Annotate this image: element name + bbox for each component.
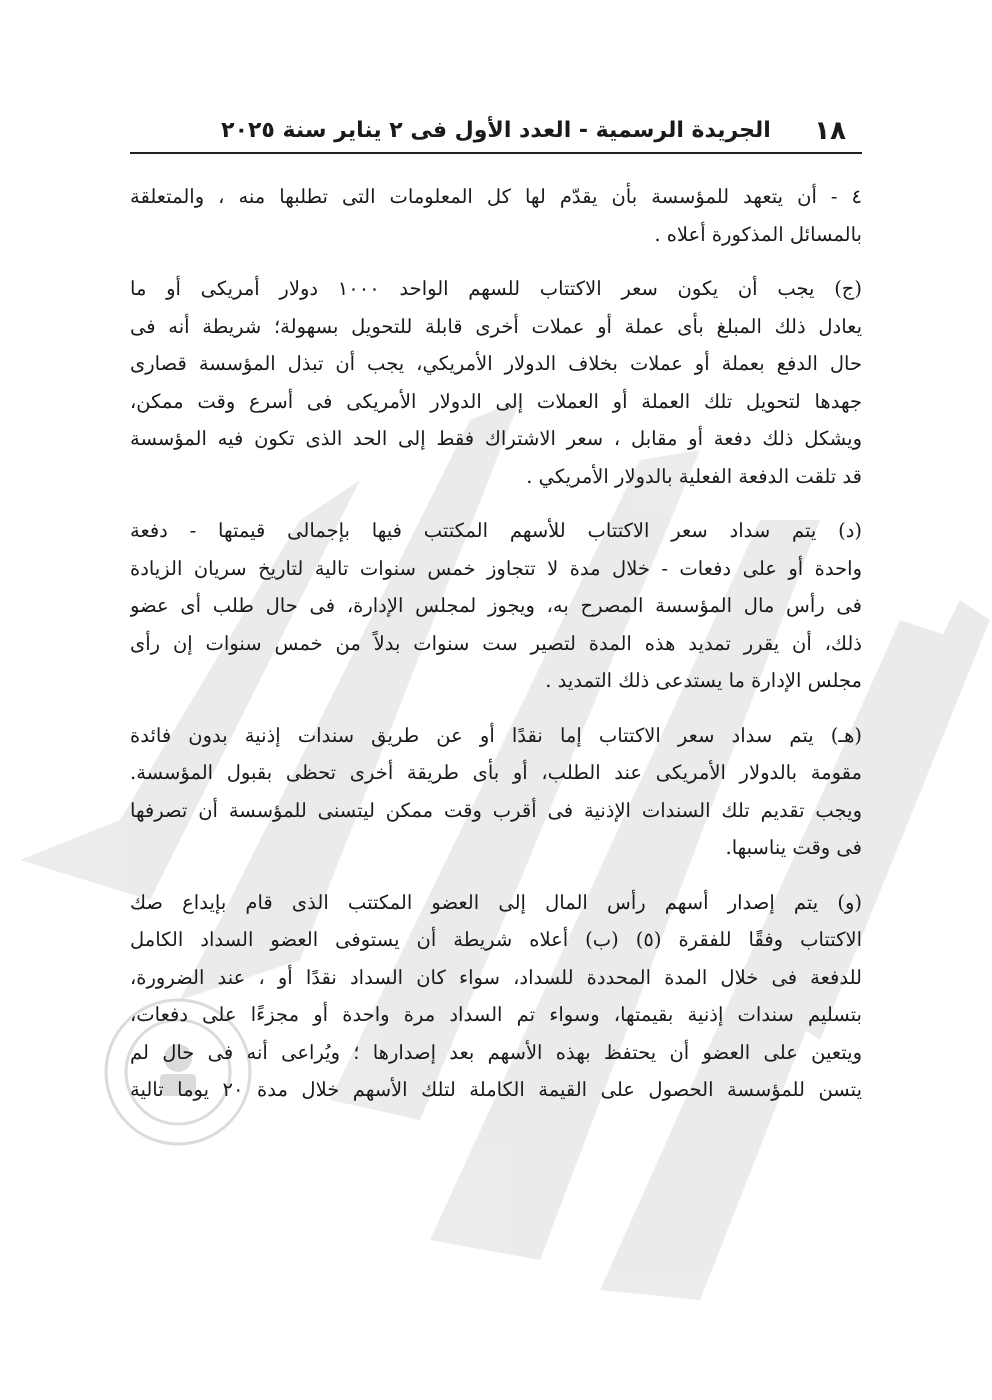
paragraph-jeem: [130, 270, 862, 495]
text-line: الاكتتاب وفقًا للفقرة (٥) (ب) أعلاه شريطة أن يستوفى العضو السداد الكامل: [130, 928, 862, 951]
paragraph-waw: [130, 884, 862, 1109]
text-line: قد تلقت الدفعة الفعلية بالدولار الأمريكي .: [526, 464, 862, 488]
text-line: للدفعة فى خلال المدة المحددة للسداد، سواء كان السداد نقدًا أو ، عند الضرورة،: [130, 965, 862, 989]
text-line: جهدها لتحويل تلك العملة أو العملات إلى الدولار الأمريكى فى أسرع وقت ممكن،: [130, 389, 862, 413]
text-line: بالمسائل المذكورة أعلاه .: [654, 222, 862, 246]
text-line: ويتعين على العضو أن يحتفظ بهذه الأسهم بعد إصدارها ؛ ويُراعى أنه فى حال لم: [130, 1040, 862, 1064]
paragraph-ha: [130, 717, 862, 867]
text-line: مجلس الإدارة ما يستدعى ذلك التمديد .: [545, 669, 862, 692]
page-header: [130, 108, 862, 154]
paragraph-4: [130, 178, 862, 253]
text-line: (هـ) يتم سداد سعر الاكتتاب إما نقدًا أو عن طريق سندات إذنية بدون فائدة: [130, 723, 862, 747]
text-line: (ج) يجب أن يكون سعر الاكتتاب للسهم الواحد ١٠٠٠ دولار أمريكى أو ما: [130, 277, 862, 300]
text-line: (د) يتم سداد سعر الاكتتاب للأسهم المكتتب فيها بإجمالى قيمتها - دفعة: [130, 519, 862, 542]
page-number: ١٨: [814, 116, 846, 146]
text-line: فى رأس مال المؤسسة المصرح به، ويجوز لمجلس الإدارة، فى حال طلب أى عضو: [130, 594, 862, 617]
text-line: واحدة أو على دفعات - خلال مدة لا تتجاوز خمس سنوات تالية لتاريخ سريان الزيادة: [130, 556, 862, 580]
text-line: يعادل ذلك المبلغ بأى عملة أو عملات أخرى قابلة للتحويل بسهولة؛ شريطة أنه فى: [130, 314, 862, 338]
paragraph-dal: [130, 512, 862, 700]
text-line: فى وقت يناسبها.: [725, 836, 862, 859]
document-body: [130, 178, 862, 1126]
text-line: مقومة بالدولار الأمريكى عند الطلب، أو بأى طريقة أخرى تحظى بقبول المؤسسة.: [130, 761, 862, 784]
text-line: (و) يتم إصدار أسهم رأس المال إلى العضو المكتتب الذى قام بإيداع صك: [130, 890, 862, 914]
text-line: ٤ - أن يتعهد للمؤسسة بأن يقدّم لها كل المعلومات التى تطلبها منه ، والمتعلقة: [130, 185, 862, 208]
text-line: ويشكل ذلك دفعة أو مقابل ، سعر الاشتراك فقط إلى الحد الذى تكون فيه المؤسسة: [130, 427, 862, 450]
text-line: حال الدفع بعملة أو عملات بخلاف الدولار الأمريكي، يجب أن تبذل المؤسسة قصارى: [130, 352, 862, 375]
text-line: ويجب تقديم تلك السندات الإذنية فى أقرب وقت ممكن ليتسنى للمؤسسة أن تصرفها: [130, 798, 862, 822]
text-line: بتسليم سندات إذنية بقيمتها، وسواء تم السداد مرة واحدة أو مجزءًا على دفعات،: [130, 1003, 862, 1026]
text-line: ذلك، أن يقرر تمديد هذه المدة لتصير ست سنوات بدلاً من خمس سنوات إن رأى: [130, 631, 862, 655]
gazette-title: الجريدة الرسمية - العدد الأول فى ٢ يناير سنة ٢٠٢٥: [221, 118, 771, 143]
text-line: يتسن للمؤسسة الحصول على القيمة الكاملة لتلك الأسهم خلال مدة ٢٠ يوما تالية: [130, 1078, 862, 1101]
